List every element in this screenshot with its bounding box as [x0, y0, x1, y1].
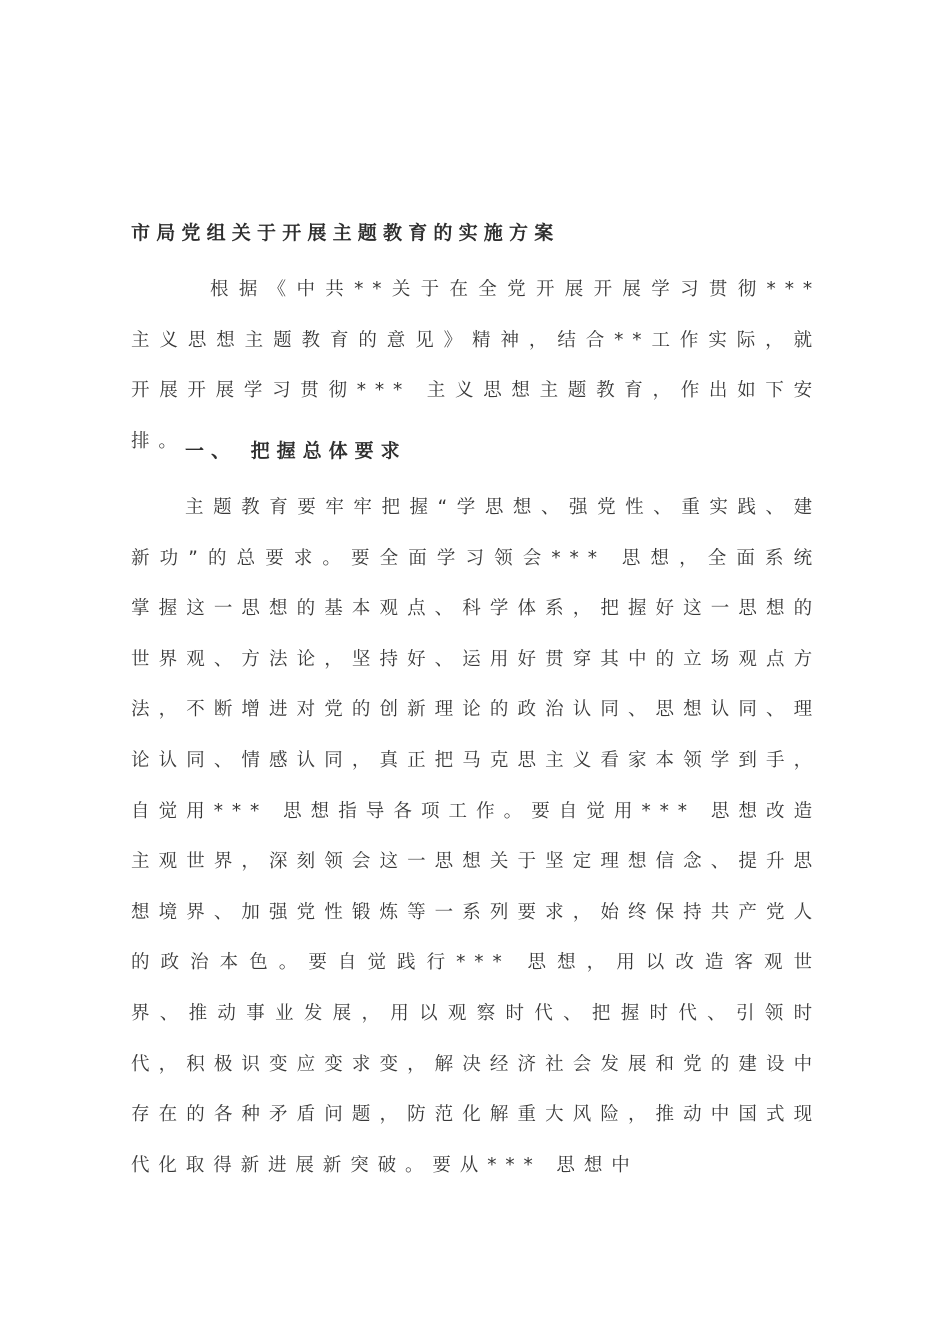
document-title: 市局党组关于开展主题教育的实施方案 [131, 222, 560, 244]
intro-paragraph: 根据《中共**关于在全党开展开展学习贯彻*** 主义思想主题教育的意见》精神，结合**工作实际，就开展开展学习贯彻*** 主义思想主题教育，作出如下安排。 [131, 279, 821, 452]
section-heading-1: 一、 把握总体要求 [185, 440, 407, 462]
section-1-body-paragraph: 主题教育要牢牢把握“学思想、强党性、重实践、建新功”的总要求。要全面学习领会*** 思想，全面系统掌握这一思想的基本观点、科学体系，把握好这一思想的世界观、方法论，坚持好、运用好贯穿其中的立场观点方法，不断增进对党的创新理论的政治认同、思想认同、理论认同、情感认同，真正把马克思主义看家本领学到手，自觉用*** 思想指导各项工作。要自觉用*** 思想改造主观世界，深刻领会这一思想关于坚定理想信念、提升思想境界、加强党性锻炼等一系列要求，始终保持共产党人的政治本色。要自觉践行*** 思想，用以改造客观世界、推动事业发展，用以观察时代、把握时代、引领时代，积极识变应变求变，解决经济社会发展和党的建设中存在的各种矛盾问题，防范化解重大风险，推动中国式现代化取得新进展新突破。要从*** 思想中 [131, 497, 821, 1176]
